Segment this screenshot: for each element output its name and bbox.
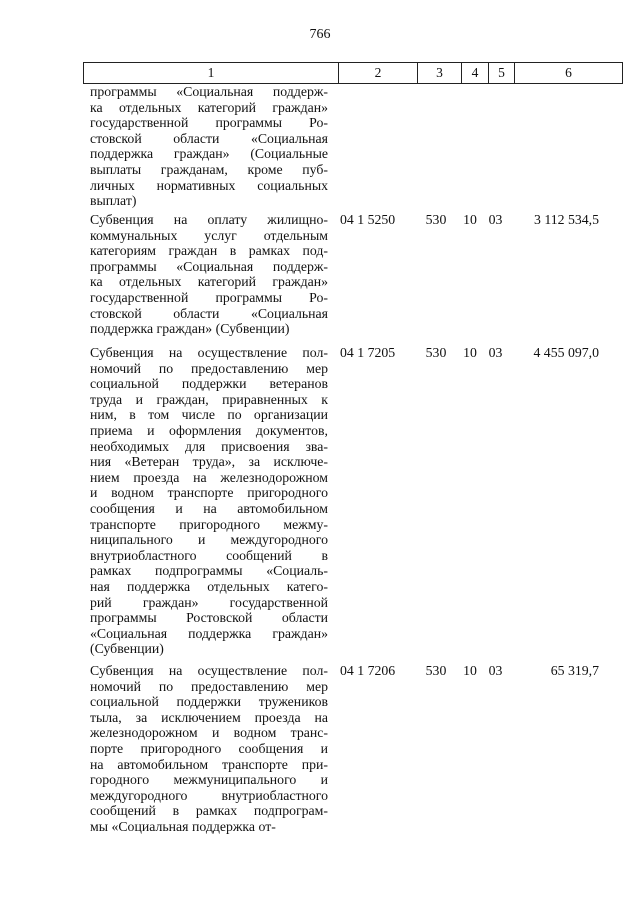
expense-name-line: сообщений в рамках подпрограм- [90,803,328,819]
column-header-5: 5 [489,63,515,84]
column-header-4: 4 [462,63,489,84]
target-article-code: 04 1 5250 [340,212,396,227]
expense-name-line: на автомобильном транспорте при- [90,756,328,772]
amount: 3 112 534,5 [533,212,599,227]
expense-name-line: поддержка граждан» (Субвенции) [90,321,290,337]
expense-name-line: (Субвенции) [90,641,164,657]
section-code: 10 [463,663,477,678]
expense-name-line: стовской области «Социальная [90,130,328,146]
page-number: 766 [309,27,331,42]
expense-name-line: ка отдельных категорий граждан» [90,274,328,290]
column-header-2: 2 [339,63,418,84]
expense-name-line: выплаты гражданам, кроме пуб- [90,161,328,177]
expense-name-line: транспорте пригородного межму- [90,516,328,532]
expense-name [90,212,328,337]
expense-name [90,663,328,835]
expense-name-line: программы «Социальная поддерж- [90,258,328,274]
amount: 4 455 097,0 [533,345,599,360]
subsection-code: 03 [488,212,503,227]
expense-name-line: социальной поддержки тружеников [90,694,328,710]
column-header-row [84,63,623,84]
expense-name-line: рий граждан» государственной [90,594,328,610]
expense-name-line: ним, в том числе по организации [90,407,328,423]
expense-name-line: порте пригородного сообщения и [90,740,328,756]
expense-name-line: коммунальных услуг отдельным [90,227,328,243]
expense-name-line: выплат) [90,193,137,209]
section-code: 10 [463,345,477,360]
expense-name-line: ния «Ветеран труда», за исключе- [90,454,328,470]
expense-name-line: поддержка граждан» (Социальные [90,146,328,162]
expense-name-line: труда и граждан, приравненных к [90,391,328,407]
expense-name-line: необходимых для присвоения зва- [90,438,328,454]
expense-name-line: ная поддержка отдельных катего- [90,578,328,594]
expense-name-line: сообщения и на автомобильном [90,500,328,516]
expense-name-line: личных нормативных социальных [90,177,328,193]
expense-name-line: тыла, за исключением проезда на [90,709,328,725]
expense-name-line: программы Ростовской области [90,610,328,626]
subsection-code: 03 [488,663,503,678]
expense-name [90,84,328,209]
expense-name-line: мы «Социальная поддержка от- [90,818,276,834]
expense-name-line: приема и оформления документов, [90,422,328,438]
expense-name-line: категориям граждан в рамках под- [90,243,328,259]
column-header-6: 6 [515,63,623,84]
expense-type-code: 530 [425,663,447,678]
expense-name-line: ка отдельных категорий граждан» [90,99,328,115]
expense-type-code: 530 [425,345,447,360]
target-article-code: 04 1 7205 [340,345,396,360]
expense-name-line: стовской области «Социальная [90,305,328,321]
expense-name-line: программы «Социальная поддерж- [90,84,328,99]
expense-name-line: государственной программы Ро- [90,115,328,131]
expense-name-line: городного межмуниципального и [90,772,328,788]
expense-name-line: нием проезда на железнодорожном [90,469,328,485]
expense-name-line: социальной поддержки ветеранов [90,376,328,392]
expense-name-line: и водном транспорте пригородного [90,485,328,501]
expense-name-line: внутриобластного сообщений в [90,547,328,563]
expense-name-line: государственной программы Ро- [90,289,328,305]
expense-name-line: рамках подпрограммы «Социаль- [90,563,328,579]
expense-name-line: Субвенция на осуществление пол- [90,663,328,678]
column-header-table [83,62,623,84]
column-header-1: 1 [84,63,339,84]
expense-name-line: железнодорожном и водном транс- [90,725,328,741]
expense-name-line: Субвенция на оплату жилищно- [90,212,328,227]
expense-name-line: номочий по предоставлению мер [90,678,328,694]
expense-name-line: ниципального и междугородного [90,532,328,548]
expense-name-line: междугородного внутриобластного [90,787,328,803]
expense-name-line: Субвенция на осуществление пол- [90,345,328,360]
expense-name-line: «Социальная поддержка граждан» [90,625,328,641]
expense-name [90,345,328,657]
column-header-3: 3 [418,63,462,84]
amount: 65 319,7 [550,663,599,678]
expense-type-code: 530 [425,212,447,227]
target-article-code: 04 1 7206 [340,663,396,678]
subsection-code: 03 [488,345,503,360]
expense-name-line: номочий по предоставлению мер [90,360,328,376]
section-code: 10 [463,212,477,227]
